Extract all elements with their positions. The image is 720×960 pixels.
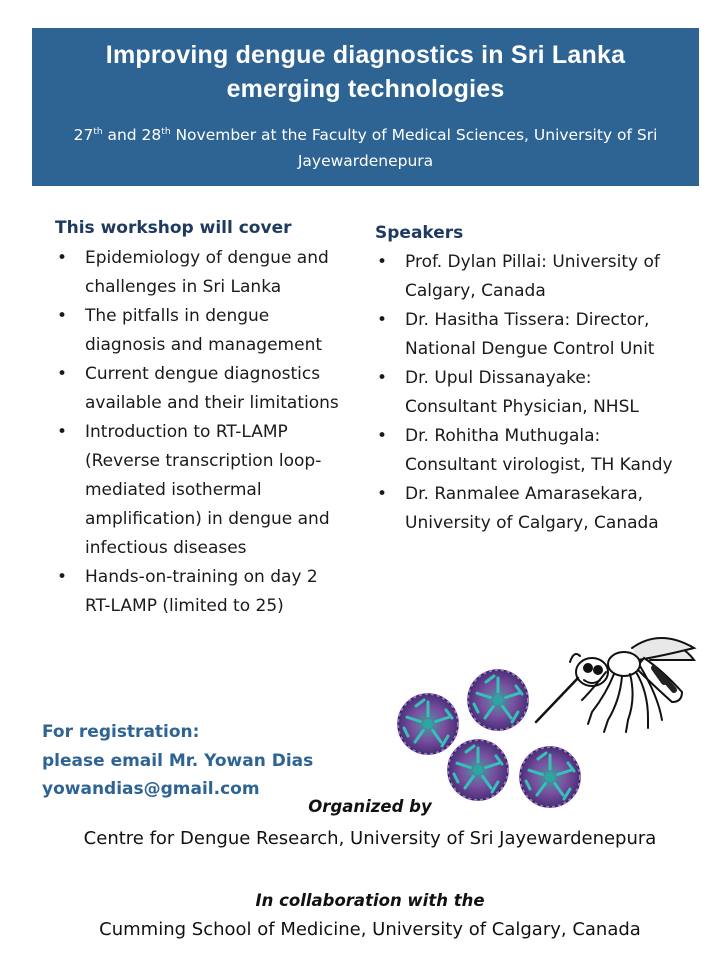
workshop-topic-item-text: Current dengue diagnostics available and their limitations bbox=[85, 364, 339, 413]
mosquito-icon bbox=[536, 638, 694, 732]
registration-label: For registration: bbox=[42, 722, 200, 742]
organizer-name: Centre for Dengue Research, University of Sri Jayewardenepura bbox=[83, 828, 657, 849]
workshop-topic-item bbox=[55, 302, 340, 360]
speaker-item bbox=[375, 248, 680, 306]
title-line-1: Improving dengue diagnostics in Sri Lanka bbox=[105, 41, 626, 69]
registration-block bbox=[42, 718, 313, 804]
bullet-icon: • bbox=[377, 484, 388, 504]
collaborator-name: Cumming School of Medicine, University of Calgary, Canada bbox=[99, 919, 641, 940]
bullet-icon: • bbox=[57, 364, 68, 384]
workshop-topic-item-text: Introduction to RT-LAMP (Reverse transcription loop-mediated isothermal amplification) in dengue and infectious diseases bbox=[85, 422, 330, 558]
workshop-topic-item-text: The pitfalls in dengue diagnosis and management bbox=[85, 306, 323, 355]
workshop-topic-item bbox=[55, 418, 340, 563]
header-banner bbox=[32, 28, 699, 186]
virus-particle-icon bbox=[520, 747, 580, 807]
speaker-item-text: Dr. Hasitha Tissera: Director, National Dengue Control Unit bbox=[405, 310, 655, 359]
collaboration-label: In collaboration with the bbox=[255, 891, 485, 910]
workshop-topic-item-text: Hands-on-training on day 2 RT-LAMP (limited to 25) bbox=[85, 567, 318, 616]
speaker-item bbox=[375, 306, 680, 364]
virus-particle-icon bbox=[468, 670, 528, 730]
speaker-item bbox=[375, 422, 680, 480]
virus-particle-icon bbox=[448, 740, 508, 800]
registration-contact: please email Mr. Yowan Dias bbox=[42, 750, 314, 771]
speaker-item bbox=[375, 480, 680, 538]
virus-particle-icon bbox=[398, 694, 458, 754]
bullet-icon: • bbox=[377, 310, 388, 330]
workshop-topics-list bbox=[55, 244, 340, 621]
speakers-heading: Speakers bbox=[375, 223, 464, 243]
bullet-icon: • bbox=[57, 306, 68, 326]
workshop-topic-item-text: Epidemiology of dengue and challenges in Sri Lanka bbox=[85, 248, 329, 297]
speaker-item-text: Prof. Dylan Pillai: University of Calgary, Canada bbox=[405, 252, 660, 301]
dengue-illustration bbox=[392, 620, 702, 820]
page-title bbox=[32, 38, 699, 106]
workshop-topic-item bbox=[55, 244, 340, 302]
speaker-item bbox=[375, 364, 680, 422]
workshop-topic-item bbox=[55, 563, 340, 621]
speakers-list bbox=[375, 248, 680, 538]
bullet-icon: • bbox=[377, 252, 388, 272]
event-date-venue: 27th and 28th November at the Faculty of Medical Sciences, University of Sri Jayewardenepura bbox=[73, 126, 658, 170]
organized-by-label: Organized by bbox=[308, 797, 432, 816]
workshop-heading: This workshop will cover bbox=[55, 218, 292, 238]
workshop-topic-item bbox=[55, 360, 340, 418]
bullet-icon: • bbox=[377, 426, 388, 446]
speaker-item-text: Dr. Upul Dissanayake: Consultant Physician, NHSL bbox=[405, 368, 639, 417]
bullet-icon: • bbox=[57, 422, 68, 442]
speaker-item-text: Dr. Ranmalee Amarasekara, University of Calgary, Canada bbox=[405, 484, 659, 533]
title-line-2: emerging technologies bbox=[226, 75, 505, 103]
speaker-item-text: Dr. Rohitha Muthugala: Consultant virologist, TH Kandy bbox=[405, 426, 673, 475]
bullet-icon: • bbox=[57, 567, 68, 587]
registration-email-link[interactable]: yowandias@gmail.com bbox=[42, 779, 260, 799]
bullet-icon: • bbox=[377, 368, 388, 388]
bullet-icon: • bbox=[57, 248, 68, 268]
